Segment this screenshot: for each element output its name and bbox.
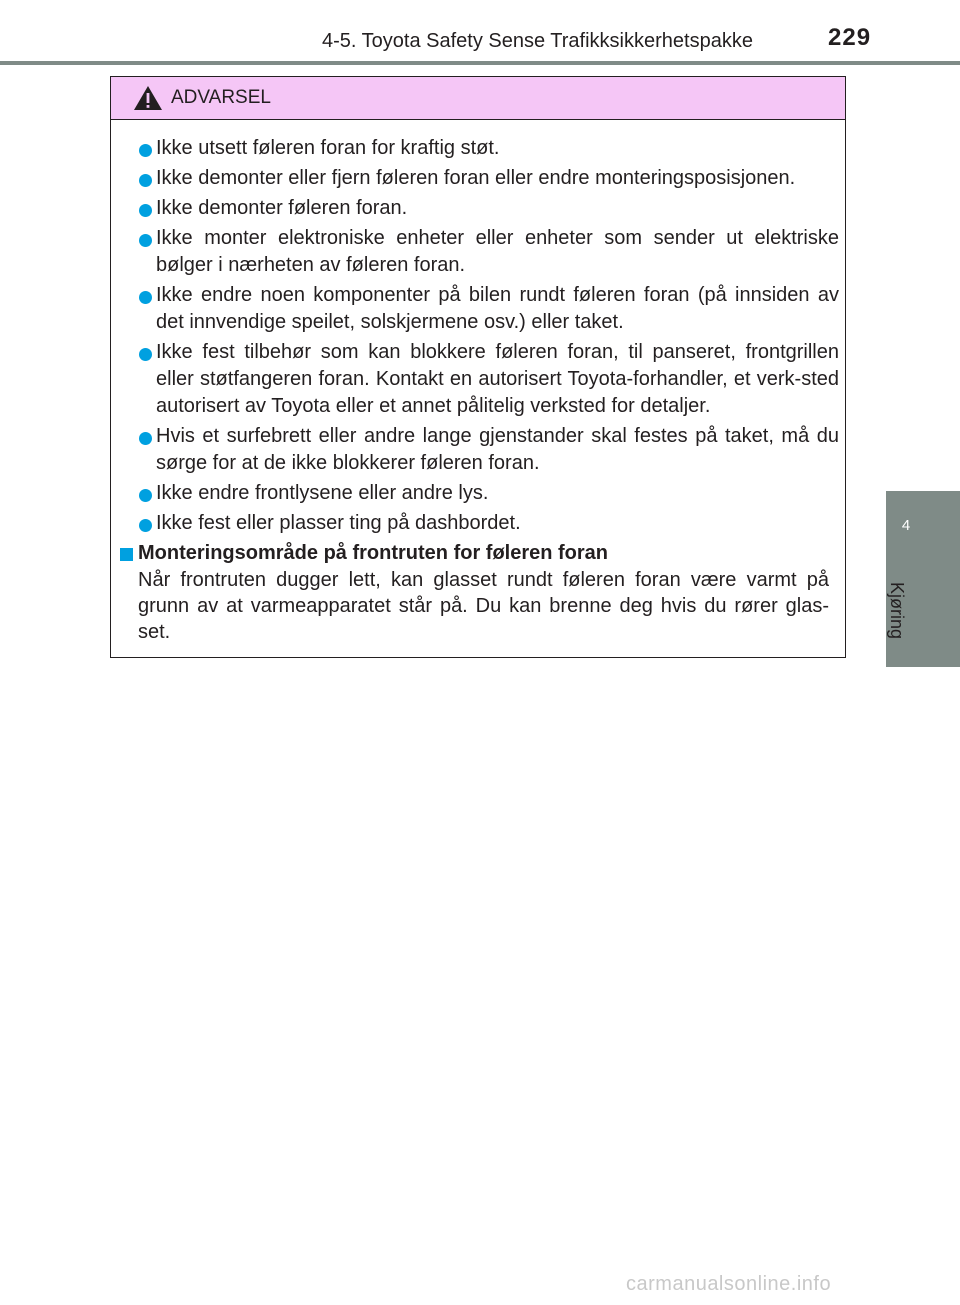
chapter-number: 4 — [901, 517, 911, 534]
chapter-label: Kjøring — [887, 582, 907, 640]
bullet-dot-icon — [139, 204, 152, 217]
page-number: 229 — [828, 24, 872, 51]
bullet-dot-icon — [139, 519, 152, 532]
bullet-dot-icon — [139, 174, 152, 187]
bullet-text: Ikke monter elektroniske enheter eller enheter som sender ut elektriske bølger i nærheten av føleren foran. — [156, 227, 839, 276]
bullet-text: Ikke demonter eller fjern føleren foran eller endre monteringsposisjonen. — [156, 167, 796, 189]
bullet-text: Ikke endre frontlysene eller andre lys. — [156, 482, 489, 504]
bullet-dot-icon — [139, 432, 152, 445]
bullet-text: Hvis et surfebrett eller andre lange gjenstander skal festes på taket, må du sørge for at de ikke blokkerer føleren foran. — [156, 425, 839, 474]
square-bullet-icon — [120, 548, 133, 561]
warning-bullet — [119, 339, 839, 420]
header-divider — [0, 61, 960, 65]
bullet-text: Ikke fest tilbehør som kan blokkere føleren foran, til panseret, frontgrillen eller støtfangeren foran. Kontakt en autorisert Toyota-forhandler, et verk-sted autorisert av Toyota eller et annet pålitelig verksted for detaljer. — [156, 341, 839, 417]
subsection-text: Når frontruten dugger lett, kan glasset rundt føleren foran være varmt på grunn av at varmeapparatet står på. Du kan brenne deg hvis du rører glas-set. — [138, 569, 829, 643]
warning-bullet — [119, 510, 839, 537]
bullet-dot-icon — [139, 234, 152, 247]
warning-bullet — [119, 165, 839, 192]
subsection-title: Monteringsområde på frontruten for føleren foran — [138, 542, 609, 564]
page-header — [0, 0, 960, 60]
bullet-dot-icon — [139, 144, 152, 157]
warning-header — [111, 77, 845, 120]
warning-bullet — [119, 195, 839, 222]
warning-bullet — [119, 480, 839, 507]
warning-title: ADVARSEL — [171, 87, 271, 108]
bullet-dot-icon — [139, 348, 152, 361]
bullet-dot-icon — [139, 291, 152, 304]
warning-bullet — [119, 225, 839, 279]
watermark: carmanualsonline.info — [626, 1273, 832, 1295]
warning-bullet — [119, 423, 839, 477]
warning-bullet — [119, 135, 839, 162]
warning-bullet — [119, 282, 839, 336]
bullet-text: Ikke utsett føleren foran for kraftig støt. — [156, 137, 500, 159]
bullet-text: Ikke demonter føleren foran. — [156, 197, 408, 219]
bullet-text: Ikke fest eller plasser ting på dashbordet. — [156, 512, 521, 534]
warning-box — [110, 76, 846, 658]
bullet-dot-icon — [139, 489, 152, 502]
chapter-label-container — [887, 582, 919, 662]
warning-body — [111, 120, 845, 645]
bullet-text: Ikke endre noen komponenter på bilen rundt føleren foran (på innsiden av det innvendige speilet, solskjermene osv.) eller taket. — [156, 284, 839, 333]
warning-triangle-icon — [133, 85, 163, 111]
subsection-heading — [119, 540, 839, 567]
section-title: 4-5. Toyota Safety Sense Trafikksikkerhetspakke — [322, 30, 753, 52]
